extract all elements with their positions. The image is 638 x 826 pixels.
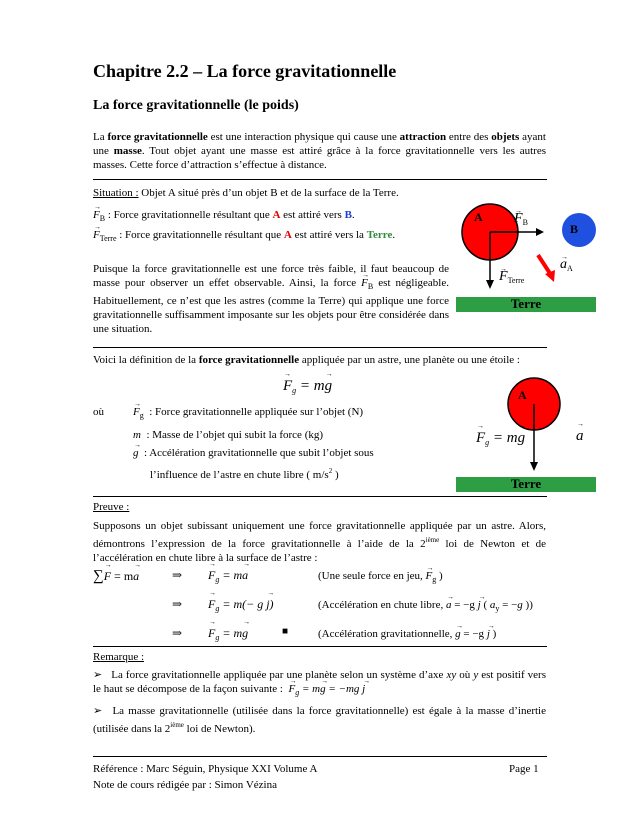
terre-ground-2: Terre	[456, 477, 596, 492]
footer-page-number: Page 1	[509, 763, 539, 775]
proof-line-1: ∑→ F = m→ a	[93, 568, 139, 585]
definition-intro: Voici la définition de la force gravitationnelle appliquée par un astre, une planète ou une étoile :	[93, 354, 520, 366]
g-description: → g : Accélération gravitationnelle que subit l’objet sous	[133, 446, 374, 460]
object-b-label: B	[570, 222, 579, 236]
ft-definition: → $F_{Terre}$ : Force gravitationnelle résultant que A est attiré vers la Terre.	[93, 228, 395, 246]
object-a-label-2: A	[518, 388, 527, 402]
qed-square: ■	[282, 626, 289, 637]
remark-bullet-2: ➢ La masse gravitationnelle (utilisée dans la force gravitationnelle) est égale à la masse d’inertie (utilisée dans la 2ième loi de Newton).	[93, 704, 546, 736]
divider	[93, 347, 547, 348]
proof-comment-1: (Une seule force en jeu, → $F_g$ )	[318, 569, 443, 587]
implies-2: ⇒	[172, 597, 183, 611]
m-description: m : Masse de l’objet qui subit la force (kg)	[133, 429, 324, 441]
acceleration-a-arrow	[538, 255, 551, 275]
page-title: Chapitre 2.2 – La force gravitationnelle	[93, 61, 397, 81]
footer-divider	[93, 756, 547, 757]
proof-label: Preuve :	[93, 501, 130, 513]
terre-ground-1: Terre	[456, 297, 596, 312]
where-label: où	[93, 406, 104, 418]
footer-notes: Note de cours rédigée par : Simon Vézina	[93, 779, 277, 791]
implies-3: ⇒	[172, 626, 183, 640]
g-description-cont: l’influence de l’astre en chute libre ( $m/s^2$ )	[150, 467, 339, 481]
figure-equation: → $F_g = m\to g$	[476, 430, 525, 447]
figure-situation	[456, 200, 596, 320]
object-a-label: A	[474, 210, 483, 224]
force-b-label: → $F_B$	[514, 212, 528, 230]
remark-label: Remarque :	[93, 651, 145, 663]
acceleration-a-label: → $a_A$	[560, 258, 573, 276]
figure-definition	[456, 378, 596, 493]
intro-paragraph: La force gravitationnelle est une interaction physique qui cause une attraction entre des objets ayant une masse. Tout objet ayant une masse est attiré grâce à la force gravitationnelle vers les autres masses. Cette force d’attraction s’effectue à distance.	[93, 131, 547, 171]
force-terre-label: → $F_{Terre}$	[499, 270, 524, 288]
figure-acceleration: → a	[576, 428, 584, 445]
fg-description: → $F_g$ : Force gravitationnelle appliquée sur l’objet (N)	[133, 405, 363, 423]
proof-eq-3: → $F_g = m\to g$	[208, 626, 248, 642]
proof-comment-2: (Accélération en chute libre, → a = −g → j ( $a_y = -g$ ))	[318, 598, 533, 616]
footer-reference: Référence : Marc Séguin, Physique XXI Volume A	[93, 763, 318, 775]
weak-force-paragraph: Puisque la force gravitationnelle est une force très faible, il faut beaucoup de masse pour observer un effet observable. Ainsi, la force → $F_B$ est négligeable. Habituellement, ce n’est que les astres (comme la Terre) qui applique une force gravitationnelle suffisamment imposante sur les objets pour être considérée dans une situation.	[93, 262, 449, 336]
remark-bullet-1: ➢ La force gravitationnelle appliquée par une planète selon un système d’axe xy où y est positif vers le haut se décompose de la façon suivante : → $F_g = m\to g = -mg \to j$	[93, 668, 546, 700]
divider	[93, 646, 547, 647]
main-equation: → $F_g = m\to g$	[283, 378, 332, 395]
proof-comment-3: (Accélération gravitationnelle, → g = −g → j )	[318, 627, 496, 641]
divider	[93, 496, 547, 497]
proof-paragraph: Supposons un objet subissant uniquement une force gravitationnelle appliquée par un astre. Alors, démontrons l’expression de la force gravitationnelle à l’aide de la 2ième loi de Newton et de l’accélération en chute libre à la surface de l’astre :	[93, 520, 546, 564]
force-terre-arrowhead	[486, 280, 494, 289]
gravity-arrowhead	[530, 462, 538, 471]
proof-eq-2: → $F_g = m(- g \to j)$	[208, 597, 274, 613]
fb-definition: → $F_B$ : Force gravitationnelle résultant que A est attiré vers B.	[93, 208, 355, 226]
divider	[93, 179, 547, 180]
section-heading: La force gravitationnelle (le poids)	[93, 98, 299, 113]
proof-eq-1: → $F_g = m\to a$	[208, 568, 248, 584]
implies-1: ⇒	[172, 568, 183, 582]
object-b-circle	[562, 213, 596, 247]
situation-line: Situation : Objet A situé près d’un objet B et de la surface de la Terre.	[93, 187, 399, 199]
force-b-arrowhead	[536, 228, 544, 236]
